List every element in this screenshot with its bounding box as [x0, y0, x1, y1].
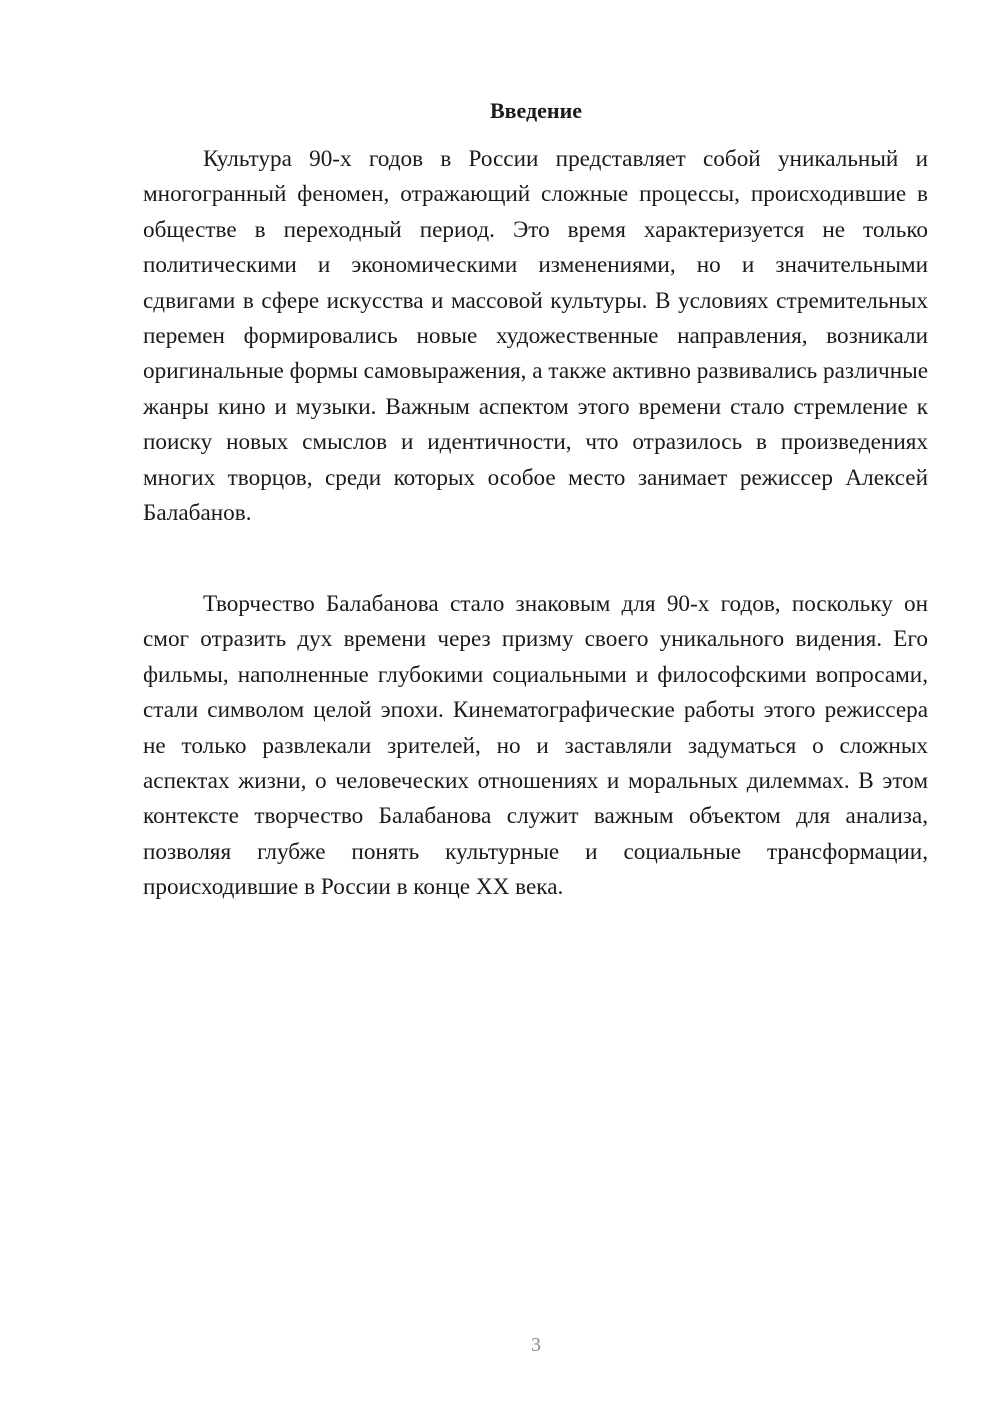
paragraph-balabanov: Творчество Балабанова стало знаковым для 90-х годов, поскольку он смог отразить дух времени через призму своего уникального видения. Его фильмы, наполненные глубокими социальными и философскими вопросами, стали символом целой эпохи. Кинематографические работы этого режиссера не только развлекали зрителей, но и заставляли задуматься о сложных аспектах жизни, о человеческих отношениях и моральных дилеммах. В этом контексте творчество Балабанова служит важным объектом для анализа, позволяя глубже понять культурные и социальные трансформации, происходившие в России в конце XX века.: [143, 591, 928, 901]
paragraph-intro: Культура 90-х годов в России представляет собой уникальный и многогранный феномен, отражающий сложные процессы, происходившие в обществе в переходный период. Это время характеризуется не только политическими и экономическими изменениями, но и значительными сдвигами в сфере искусства и массовой культуры. В условиях стремительных перемен формировались новые художественные направления, возникали оригинальные формы самовыражения, а также активно развивались различные жанры кино и музыки. Важным аспектом этого времени стало стремление к поиску новых смыслов и идентичности, что отразилось в произведениях многих творцов, среди которых особое место занимает режиссер Алексей Балабанов.: [143, 146, 928, 527]
page-number: 3: [531, 1334, 541, 1356]
section-heading: Введение: [489, 98, 583, 123]
